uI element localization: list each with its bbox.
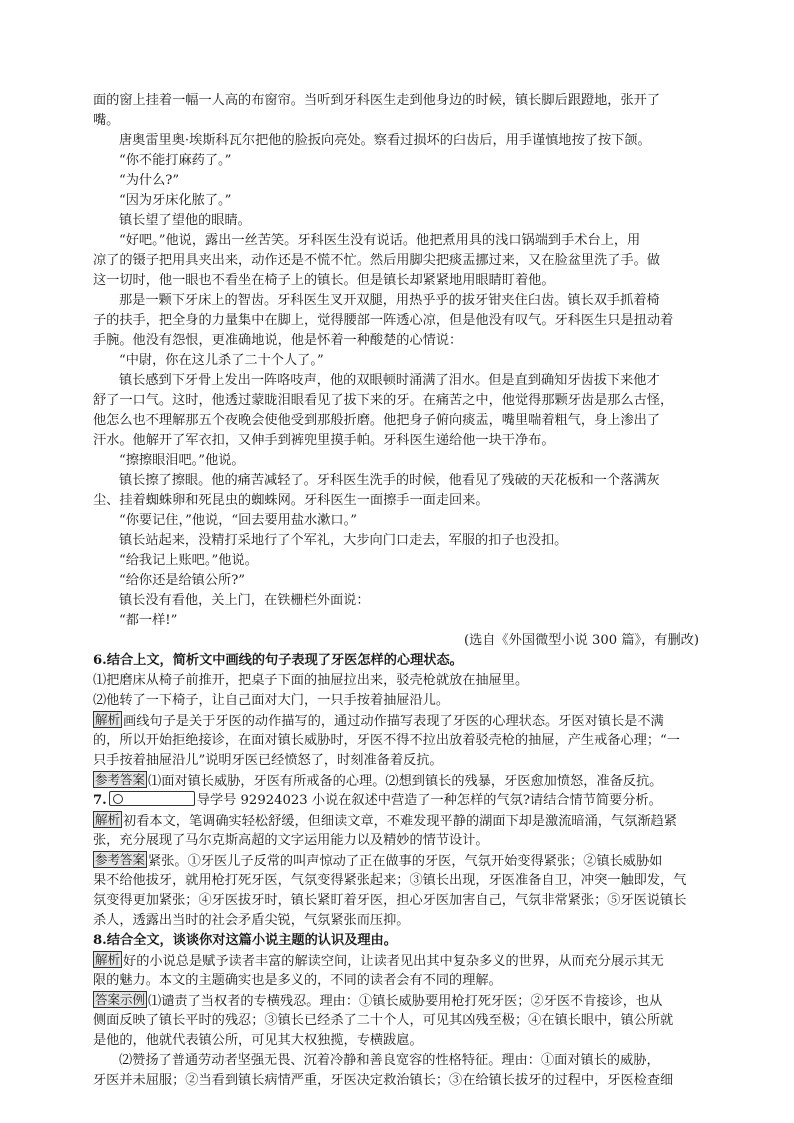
- answer-tag: 参考答案: [95, 852, 146, 867]
- question-7-answer-line: 氛变得更加紧张；④牙医拔牙时，镇长紧盯着牙医，担心牙医加害自己，气氛非常紧张；⑤牙医说镇长: [93, 893, 687, 908]
- question-6-analysis-line: 解析 画线句子是关于牙医的动作描写的，通过动作描写表现了牙医的心理状态。牙医对镇长是不满: [95, 712, 664, 729]
- story-line: 汗水。他解开了军衣扣，又伸手到裤兜里摸手帕。牙科医生递给他一块干净布。: [93, 433, 555, 448]
- story-line: 那是一颗下牙床上的智齿。牙科医生叉开双腿，用热乎乎的拔牙钳夹住臼齿。镇长双手抓着椅: [119, 293, 660, 308]
- story-line: 镇长望了望他的眼睛。: [119, 213, 251, 228]
- story-line: 这一切时，他一眼也不看坐在椅子上的镇长。但是镇长却紧紧地用眼睛盯着他。: [93, 273, 555, 288]
- story-line: “你不能打麻药了。”: [119, 153, 232, 168]
- story-line: “你要记住，”他说，“回去要用盐水漱口。”: [119, 513, 357, 528]
- question-7-analysis-line: 张，充分展现了马尔克斯高超的文字运用能力以及精妙的情节设计。: [93, 833, 489, 848]
- story-line: 镇长感到下牙骨上发出一阵咯吱声，他的双眼顿时涌满了泪水。但是直到确知牙齿拔下来他才: [119, 373, 660, 388]
- analysis-tag: 解析: [95, 712, 121, 727]
- question-7-title: 7. 导学号 92924023 小说在叙述中营造了一种怎样的气氛?请结合情节简要分析。: [93, 793, 662, 808]
- story-line: 镇长站起来，没精打采地行了个军礼，大步向门口走去，军服的扣子也没扣。: [119, 533, 568, 548]
- question-6-analysis-line: 只手按着抽屉沿儿”说明牙医已经愤怒了，时刻准备着反抗。: [93, 753, 443, 768]
- question-8-example-line: 牙医并未屈服；②当看到镇长病情严重，牙医决定救治镇长；③在给镇长拔牙的过程中，牙医检查细: [93, 1073, 674, 1088]
- story-source: (选自《外国微型小说 300 篇》，有删改): [463, 633, 699, 648]
- story-line: 凉了的镊子把用具夹出来，动作还是不慌不忙。然后用脚尖把痰盂挪过来，又在脸盆里洗了手。做: [93, 253, 661, 268]
- story-line: 面的窗上挂着一幅一人高的布窗帘。当听到牙科医生走到他身边的时候，镇长脚后跟蹬地，张开了: [93, 93, 661, 108]
- question-8-example-line: 答案示例 ⑴谴责了当权者的专横残忍。理由：①镇长威胁要用枪打死牙医；②牙医不肯接诊，也从: [95, 992, 663, 1009]
- question-8-example-line: 侧面反映了镇长平时的残忍；③镇长已经杀了二十个人，可见其凶残至极；④在镇长眼中，镇公所就: [93, 1013, 674, 1028]
- question-6-item-1: ⑴把磨床从椅子前推开，把桌子下面的抽屉拉出来，驳壳枪就放在抽屉里。: [93, 673, 529, 688]
- question-8-analysis-line: 解析 好的小说总是赋予读者丰富的解读空间，让读者见出其中复杂多义的世界，从而充分展示其无: [95, 952, 664, 969]
- story-line: 手腕。他没有怨恨，更准确地说，他是怀着一种酸楚的心情说：: [93, 333, 463, 348]
- question-7-answer-line: 果不给他拔牙，就用枪打死牙医，气氛变得紧张起来；③镇长出现，牙医准备自卫，冲突一触即发，气: [93, 873, 687, 888]
- story-line: 尘、挂着蜘蛛卵和死昆虫的蜘蛛网。牙科医生一面擦手一面走回来。: [93, 493, 489, 508]
- question-7-answer-line: 参考答案 紧张。①牙医儿子反常的叫声惊动了正在做事的牙医，气氛开始变得紧张；②镇长威胁如: [95, 852, 663, 869]
- story-line: 嘴。: [93, 113, 120, 128]
- guide-number-icon: [109, 791, 195, 806]
- question-7-analysis-line: 解析 初看本文，笔调确实轻松舒缓，但细读文章，不难发现平静的湖面下却是激流暗涌，气氛渐趋紧: [95, 812, 677, 829]
- story-line: 舒了一口气。这时，他透过蒙眬泪眼看见了拔下来的牙。在痛苦之中，他觉得那颗牙齿是那么古怪，: [93, 393, 674, 408]
- question-6-title: 6.结合上文，简析文中画线的句子表现了牙医怎样的心理状态。: [93, 653, 463, 668]
- story-line: “都一样!”: [119, 613, 178, 628]
- question-6-item-2: ⑵他转了一下椅子，让自己面对大门，一只手按着抽屉沿儿。: [93, 693, 450, 708]
- question-8-title: 8.结合全文，谈谈你对这篇小说主题的认识及理由。: [93, 933, 397, 948]
- example-tag: 答案示例: [95, 992, 146, 1007]
- answer-tag: 参考答案: [95, 772, 146, 787]
- story-line: “因为牙床化脓了。”: [119, 193, 232, 208]
- story-line: 唐奥雷里奥·埃斯科瓦尔把他的脸扳向亮处。察看过损坏的臼齿后，用手谨慎地按了按下颌。: [119, 133, 651, 148]
- story-line: “擦擦眼泪吧。”他说。: [119, 453, 245, 468]
- story-line: 他怎么也不理解那五个夜晚会使他受到那般折磨。他把身子俯向痰盂，嘴里喘着粗气，身上渗出了: [93, 413, 661, 428]
- story-line: “为什么?”: [119, 173, 180, 188]
- question-6-answer: 参考答案 ⑴面对镇长威胁，牙医有所戒备的心理。⑵想到镇长的残暴，牙医愈加愤怒，准备反抗。: [95, 772, 663, 789]
- analysis-tag: 解析: [95, 952, 121, 967]
- story-line: “给我记上账吧。”他说。: [119, 553, 258, 568]
- question-6-analysis-line: 的，所以开始拒绝接诊，在面对镇长威胁时，牙医不得不拉出放着驳壳枪的抽屉，产生戒备心理；“一: [93, 733, 680, 748]
- question-8-example-line: ⑵赞扬了普通劳动者坚强无畏、沉着冷静和善良宽容的性格特征。理由：①面对镇长的威胁，: [119, 1053, 660, 1068]
- story-line: 镇长没有看他，关上门，在铁栅栏外面说：: [119, 593, 370, 608]
- story-line: “好吧。”他说，露出一丝苦笑。牙科医生没有说话。他把煮用具的浅口锅端到手术台上，用: [119, 233, 641, 248]
- question-8-analysis-line: 限的魅力。本文的主题确实也是多义的，不同的读者会有不同的理解。: [93, 973, 502, 988]
- story-line: “中尉，你在这儿杀了二十个人了。”: [119, 353, 324, 368]
- analysis-tag: 解析: [95, 812, 121, 827]
- story-line: 子的扶手，把全身的力量集中在脚上，觉得腰部一阵透心凉，但是他没有叹气。牙科医生只是扭动着: [93, 313, 674, 328]
- document-page: [93, 91, 699, 1091]
- question-7-answer-line: 杀人，透露出当时的社会矛盾尖锐，气氛紧张而压抑。: [93, 913, 410, 928]
- question-8-example-line: 是他的，他就代表镇公所，可见其大权独揽，专横跋扈。: [93, 1033, 423, 1048]
- story-line: “给你还是给镇公所?”: [119, 573, 246, 588]
- story-line: 镇长擦了擦眼。他的痛苦减轻了。牙科医生洗手的时候，他看见了残破的天花板和一个落满灰: [119, 473, 660, 488]
